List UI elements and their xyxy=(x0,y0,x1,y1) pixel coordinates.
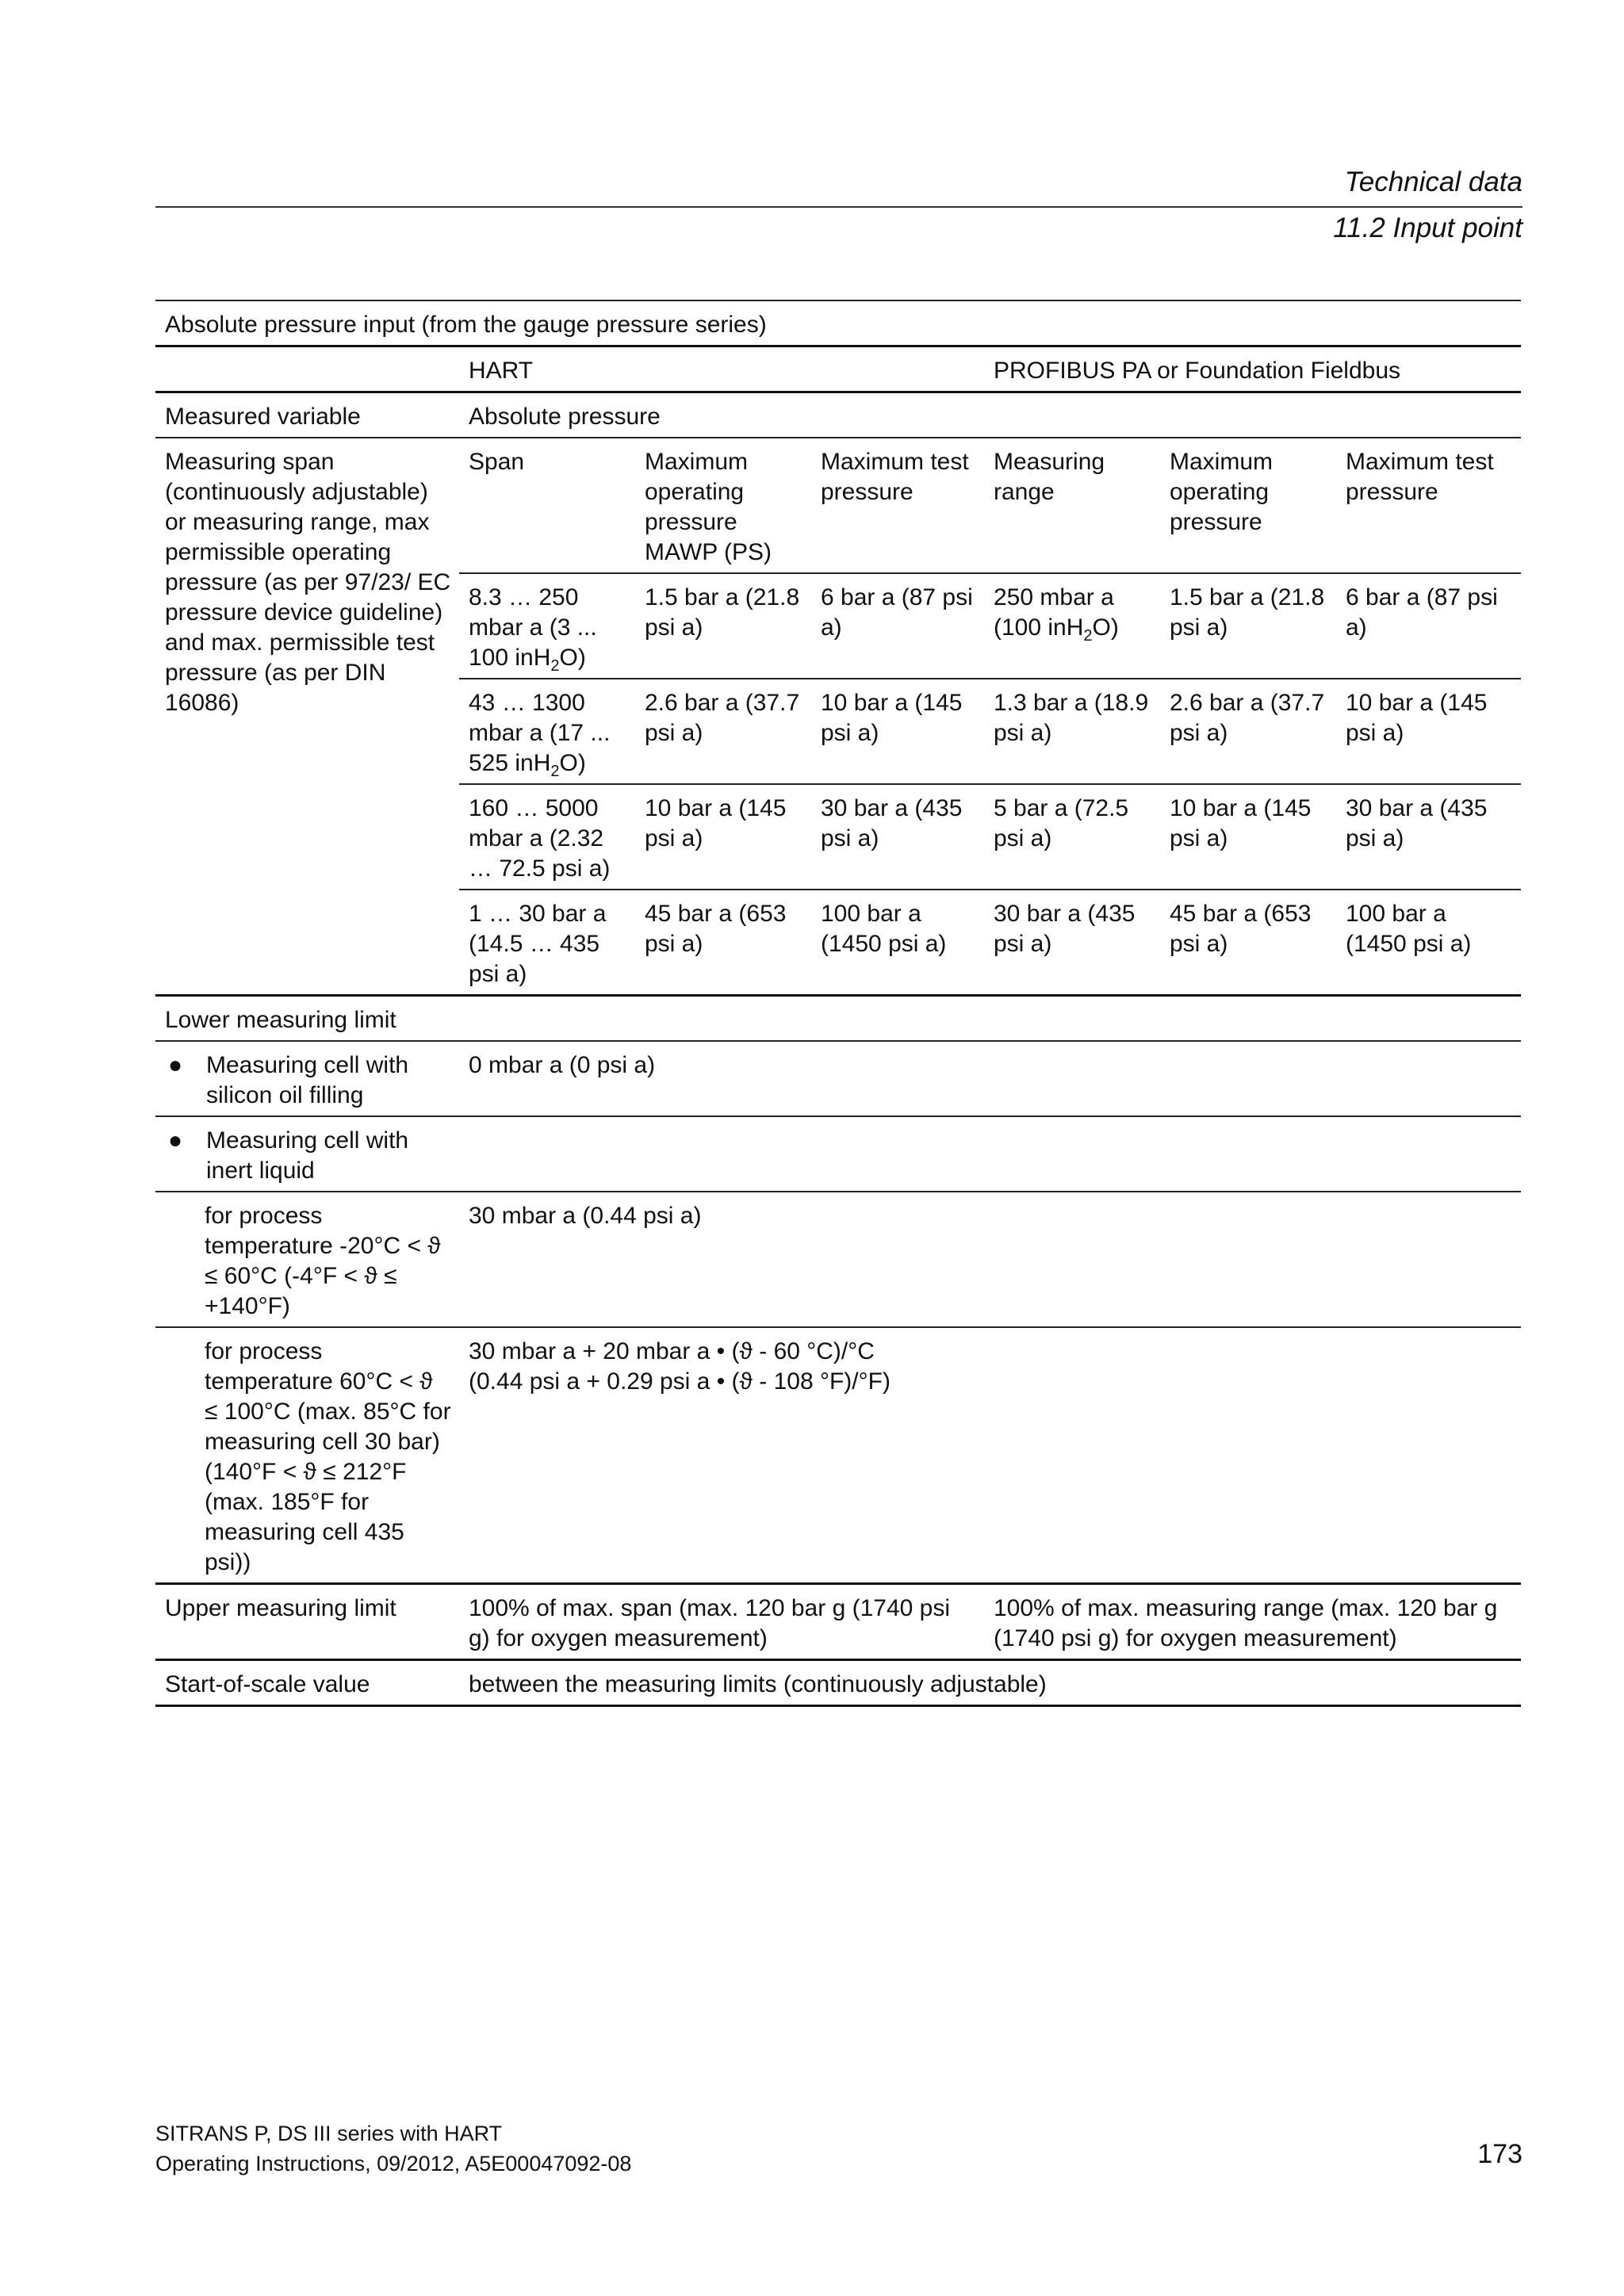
max-test-cell: 30 bar a (435 psi a) xyxy=(1336,784,1521,890)
col-header-test-pressure: Maximum test pressure xyxy=(811,438,984,573)
absolute-pressure-spec-table xyxy=(155,300,1521,1707)
silicon-cell-label: ● Measuring cell with silicon oil filling xyxy=(155,1041,459,1116)
start-scale-value: between the measuring limits (continuously adjustable) xyxy=(459,1660,1521,1706)
span-cell: 8.3 … 250 mbar a (3 ... 100 inH$_2$O) xyxy=(459,573,635,679)
mawp-cell: 45 bar a (653 psi a) xyxy=(635,890,811,996)
measuring-span-label: Measuring span (continuously adjustable) or measuring range, max permissible operating pressure (as per 97/23/ EC pressure device guideline) and max. permissible test pressure (as per DIN 16086) xyxy=(155,438,459,996)
header-rule xyxy=(155,206,1522,208)
temp-range-2-value: 30 mbar a + 20 mbar a • (ϑ - 60 °C)/°C (0.44 psi a + 0.29 psi a • (ϑ - 108 °F)/°F) xyxy=(459,1327,1521,1584)
mawp-cell: 10 bar a (145 psi a) xyxy=(635,784,811,890)
test-cell: 6 bar a (87 psi a) xyxy=(811,573,984,679)
col-header-max-test: Maximum test pressure xyxy=(1336,438,1521,573)
bullet-icon: ● xyxy=(168,1052,183,1078)
max-test-cell: 100 bar a (1450 psi a) xyxy=(1336,890,1521,996)
inert-cell-label: ● Measuring cell with inert liquid xyxy=(155,1116,459,1192)
bullet-icon: ● xyxy=(168,1127,183,1154)
page-number: 173 xyxy=(1477,2139,1522,2169)
col-header-mawp: Maximum operating pressure MAWP (PS) xyxy=(635,438,811,573)
silicon-cell-value: 0 mbar a (0 psi a) xyxy=(459,1041,1521,1116)
upper-limit-label: Upper measuring limit xyxy=(155,1584,459,1660)
temp-range-1-label: for process temperature -20°C < ϑ ≤ 60°C (-4°F < ϑ ≤ +140°F) xyxy=(155,1192,459,1327)
max-op-cell: 1.5 bar a (21.8 psi a) xyxy=(1160,573,1336,679)
span-cell: 160 … 5000 mbar a (2.32 … 72.5 psi a) xyxy=(459,784,635,890)
range-cell: 5 bar a (72.5 psi a) xyxy=(984,784,1160,890)
max-test-cell: 6 bar a (87 psi a) xyxy=(1336,573,1521,679)
footer-doc-info: Operating Instructions, 09/2012, A5E00047092-08 xyxy=(155,2152,632,2175)
lower-limit-label: Lower measuring limit xyxy=(155,996,1521,1042)
section-title: Technical data xyxy=(1344,166,1522,197)
col-header-measuring-range: Measuring range xyxy=(984,438,1160,573)
measured-variable-label: Measured variable xyxy=(155,392,459,438)
max-op-cell: 45 bar a (653 psi a) xyxy=(1160,890,1336,996)
measured-variable-value: Absolute pressure xyxy=(459,392,1521,438)
max-test-cell: 10 bar a (145 psi a) xyxy=(1336,679,1521,784)
span-cell: 1 … 30 bar a (14.5 … 435 psi a) xyxy=(459,890,635,996)
footer-product: SITRANS P, DS III series with HART xyxy=(155,2122,503,2145)
footer xyxy=(155,2118,631,2179)
temp-range-1-value: 30 mbar a (0.44 psi a) xyxy=(459,1192,1521,1327)
mawp-cell: 1.5 bar a (21.8 psi a) xyxy=(635,573,811,679)
test-cell: 100 bar a (1450 psi a) xyxy=(811,890,984,996)
col-header-max-operating: Maximum operating pressure xyxy=(1160,438,1336,573)
temp-range-2-label: for process temperature 60°C < ϑ ≤ 100°C (max. 85°C for measuring cell 30 bar) (140°F < ϑ ≤ 212°F (max. 185°F for measuring cell 435 psi)) xyxy=(155,1327,459,1584)
protocol-profibus: PROFIBUS PA or Foundation Fieldbus xyxy=(984,346,1521,392)
protocol-hart: HART xyxy=(459,346,984,392)
col-header-span: Span xyxy=(459,438,635,573)
test-cell: 10 bar a (145 psi a) xyxy=(811,679,984,784)
max-op-cell: 2.6 bar a (37.7 psi a) xyxy=(1160,679,1336,784)
span-cell: 43 … 1300 mbar a (17 ... 525 inH$_2$O) xyxy=(459,679,635,784)
upper-limit-hart: 100% of max. span (max. 120 bar g (1740 psi g) for oxygen measurement) xyxy=(459,1584,984,1660)
max-op-cell: 10 bar a (145 psi a) xyxy=(1160,784,1336,890)
range-cell: 30 bar a (435 psi a) xyxy=(984,890,1160,996)
subsection-title: 11.2 Input point xyxy=(1333,212,1522,243)
protocol-header-empty xyxy=(155,346,459,392)
range-cell: 1.3 bar a (18.9 psi a) xyxy=(984,679,1160,784)
start-scale-label: Start-of-scale value xyxy=(155,1660,459,1706)
test-cell: 30 bar a (435 psi a) xyxy=(811,784,984,890)
inert-cell-value-empty xyxy=(459,1116,1521,1192)
mawp-cell: 2.6 bar a (37.7 psi a) xyxy=(635,679,811,784)
table-title: Absolute pressure input (from the gauge pressure series) xyxy=(155,300,1521,346)
upper-limit-profibus: 100% of max. measuring range (max. 120 bar g (1740 psi g) for oxygen measurement) xyxy=(984,1584,1521,1660)
range-cell: 250 mbar a (100 inH$_2$O) xyxy=(984,573,1160,679)
